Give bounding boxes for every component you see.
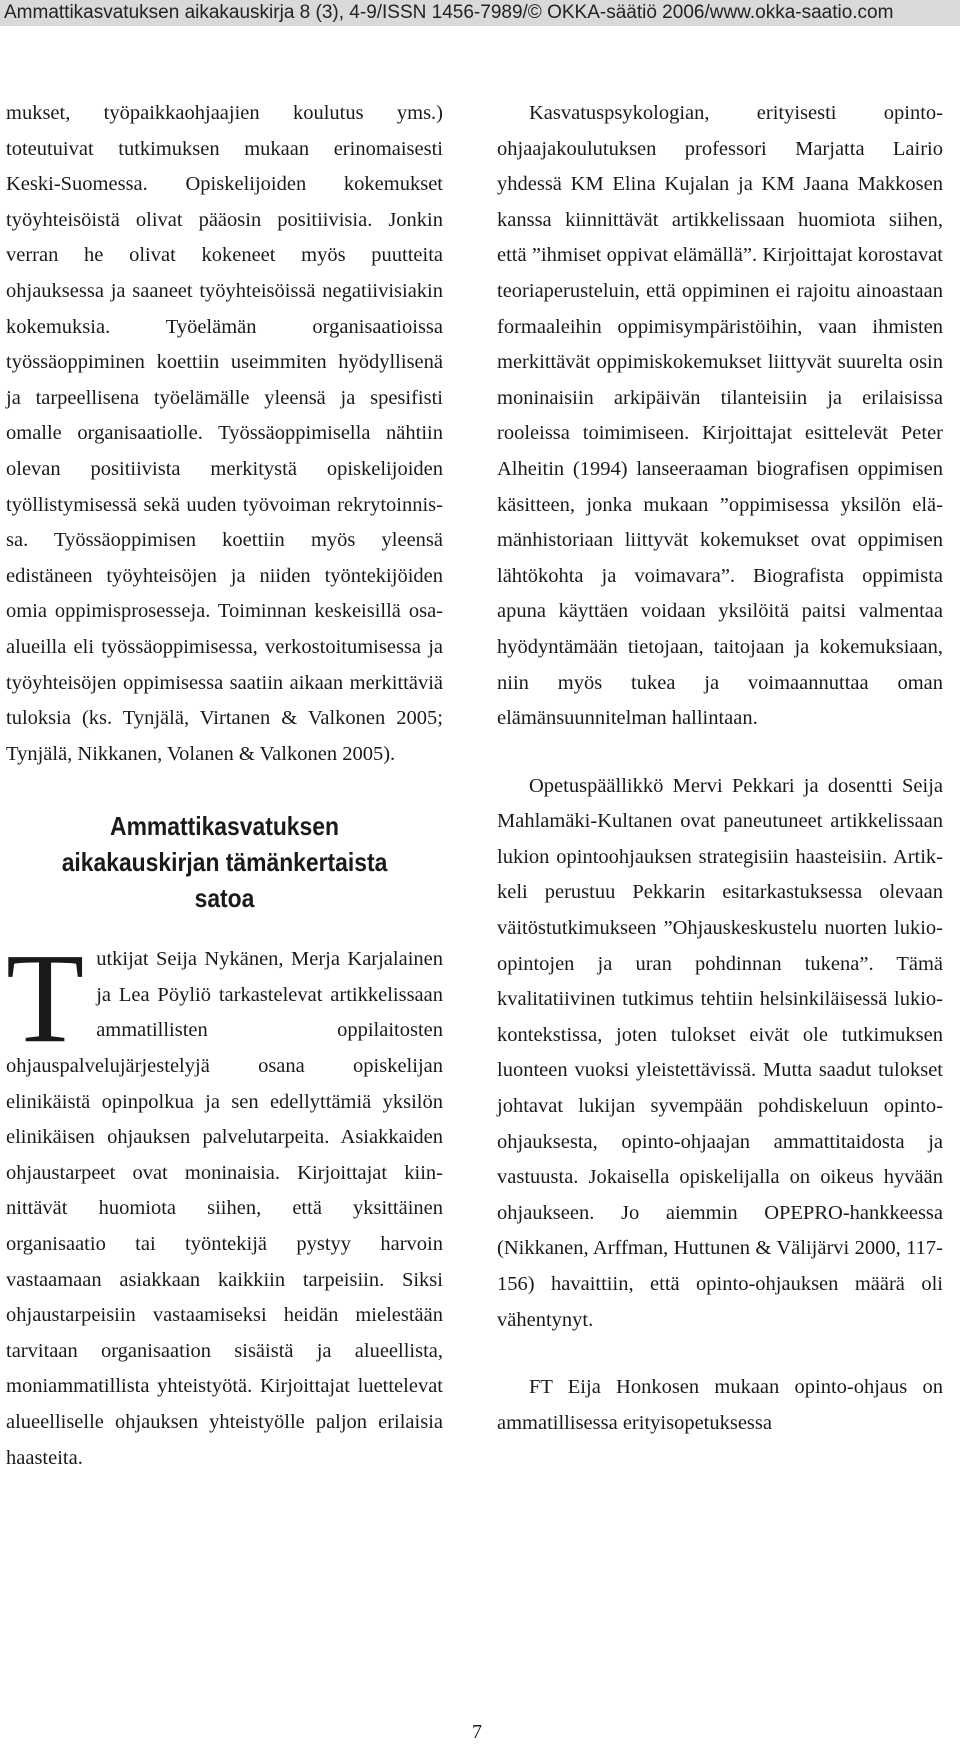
right-paragraph-3: FT Eija Honkosen mukaan opinto-ohjaus on ammatillisessa erityisopetuksessa (497, 1376, 943, 1434)
right-paragraph-1: Kasvatuspsykologian, erityisesti opinto-ohjaajakoulutuksen professori Marjatta Lairio yhdessä KM Elina Kujalan ja KM Jaana Makkosen kanssa kiinnittävät artikkelissaan huomiota siihen, että ”ihmiset oppivat elämällä”. Kirjoittajat korostavat teoriaperusteluin, että oppiminen ei rajoitu ainoastaan formaaleihin oppimisympäristöihin, vaan ihmisten merkittävät oppimiskokemukset liittyvät suurelta osin moninaisiin arkipäivän tilanteisiin ja erilaisissa rooleissa toimimiseen. Kirjoittajat esittelevät Peter Alheitin (1994) lanseeraaman biografisen oppimisen käsitteen, jonka mukaan ”oppimisessa yksilön elämänhistoriaan liittyvät kokemukset ovat oppimisen lähtökohta ja voimavara”. Biografista oppimista apuna käyttäen voidaan yksilöitä paitsi valmentaa hyödyntämään tietojaan, taitojaan ja kokemuksiaan, niin myös tukea ja voimaannuttaa oman elämänsuunnitelman hallintaan. (497, 102, 943, 730)
right-column (497, 96, 943, 1441)
drop-cap: T (6, 927, 85, 1070)
left-paragraph-2-text: utkijat Seija Nykänen, Merja Karjalainen ja Lea Pöyliö tarkastelevat artikkelissaan ammatillisten oppilaitosten ohjauspalvelujärjestelyjä osana opiskelijan elinikäistä opinpolkua ja sen edellyttämiä yksilön elinikäisen ohjauksen palvelutarpeita. Asiakkaiden ohjaustarpeet ovat moninaisia. Kirjoittajat kiinnittävät huomiota siihen, että yksittäinen organisaatio tai työntekijä pystyy harvoin vastaamaan asiakkaan kaikkiin tarpeisiin. Siksi ohjaustarpeisiin vastaamiseksi heidän mielestään tarvitaan organisaation sisäistä ja alueellista, moniammatillista yhteistyötä. Kirjoittajat luettelevat alueelliselle ohjauksen yhteistyölle paljon erilaisia haasteita. (6, 948, 443, 1469)
journal-header: Ammattikasvatuksen aikakauskirja 8 (3), 4-9/ISSN 1456-7989/© OKKA-säätiö 2006/www.okka-saatio.com (0, 0, 960, 26)
left-paragraph-1: mukset, työpaikkaohjaajien koulutus yms.) toteutuivat tutkimuksen mukaan erinomaisesti Keski-Suomessa. Opiskelijoiden kokemukset työyhteisöistä olivat pääosin positiivisia. Jonkin verran he olivat kokeneet myös puutteita ohjauksessa ja saaneet työyhteisöissä negatiivisiakin kokemuksia. Työelämän organisaatioissa työssäoppiminen koettiin useimmiten hyödyllisenä ja tarpeellisena työelämälle yleensä ja spesifisti omalle organisaatiolle. Työssäoppimisella nähtiin olevan positiivista merkitystä opiskelijoiden työllistymisessä sekä uuden työvoiman rekrytoinnissa. Työssäoppimisen koettiin myös yleensä edistäneen työyhteisöjen ja niiden työntekijöiden omia oppimisprosesseja. Toiminnan keskeisillä osa-alueilla eli työssäoppimisessa, verkostoitumisessa ja työyhteisöjen oppimisessa saatiin aikaan merkittäviä tuloksia (ks. Tynjälä, Virtanen & Valkonen 2005; Tynjälä, Nikkanen, Volanen & Valkonen 2005). (6, 102, 443, 765)
right-paragraph-2: Opetuspäällikkö Mervi Pekkari ja dosentti Seija Mahlamäki-Kultanen ovat paneutuneet artikkelissaan lukion opintoohjauksen strategisiin haasteisiin. Artikkeli perustuu Pekkarin esitarkastuksessa olevaan väitöstutkimukseen ”Ohjauskeskustelu nuorten lukio-opintojen ja uran pohdinnan tukena”. Tämä kvalitatiivinen tutkimus tehtiin helsinkiläisessä lukiokontekstissa, joten tulokset eivät ole tutkimuksen luonteen vuoksi yleistettävissä. Mutta saadut tulokset johtavat lukijan syvempään pohdiskeluun opinto-ohjauksesta, opinto-ohjaajan ammattitaidosta ja vastuusta. Jokaisella opiskelijalla on oikeus hyvään ohjaukseen. Jo aiemmin OPEPRO-hankkeessa (Nikkanen, Arffman, Huttunen & Välijärvi 2000, 117-156) havaittiin, että opinto-ohjauksen määrä oli vähentynyt. (497, 774, 943, 1331)
left-column (6, 96, 443, 1476)
left-paragraph-2 (6, 927, 443, 1476)
page-number: 7 (472, 1721, 482, 1743)
section-heading: Ammattikasvatuksen aikakauskirjan tämänkertaista satoa (61, 811, 388, 914)
